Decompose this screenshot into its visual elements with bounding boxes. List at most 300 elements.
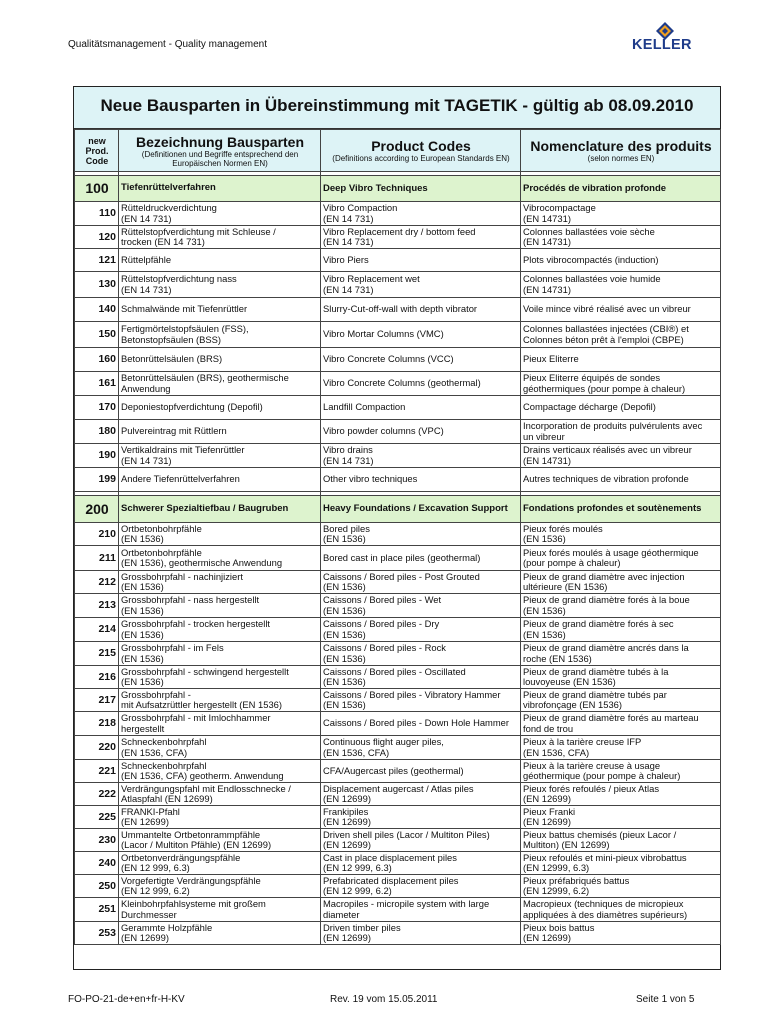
table-row [75, 546, 721, 571]
code-header-line-1: new [88, 135, 106, 146]
product-code: 199 [75, 468, 119, 492]
fr-description-line-2: (EN 1536) [523, 628, 566, 640]
code-header-line-2: Prod. [85, 145, 109, 156]
code-column-header [75, 130, 119, 172]
fr-description-line-1: Colonnes ballastées voie sèche [523, 225, 655, 237]
de-description [119, 760, 321, 783]
fr-column-subtitle: (selon normes EN) [587, 154, 655, 163]
en-description-line-1: Vibro Piers [323, 253, 369, 265]
fr-description [521, 922, 721, 945]
product-code: 180 [75, 420, 119, 444]
fr-description-line-1: Pieux de grand diamètre forés au marteau [523, 712, 699, 723]
product-code: 220 [75, 736, 119, 760]
fr-description-line-2: (EN 1536, CFA) [523, 746, 590, 758]
fr-description [521, 875, 721, 898]
product-code: 160 [75, 348, 119, 372]
en-description-line-1: Vibro Concrete Columns (geothermal) [323, 377, 481, 389]
en-description [321, 898, 521, 922]
table-row [75, 736, 721, 760]
de-description [119, 249, 321, 272]
en-description-line-2: (EN 14 731) [323, 236, 374, 247]
footer-page-number: Seite 1 von 5 [636, 994, 695, 1005]
group-row [75, 176, 721, 202]
table-row [75, 922, 721, 945]
en-description-line-2: diameter [323, 908, 360, 920]
fr-description-line-2: un vibreur [523, 430, 565, 442]
en-description [321, 806, 521, 829]
en-description-line-1: Bored piles [323, 522, 370, 534]
de-description-line-1: Betonrüttelsäulen (BRS), geothermische [121, 372, 289, 383]
de-description-line-2: trocken (EN 14 731) [121, 236, 205, 247]
product-code: 110 [75, 202, 119, 226]
en-description [321, 852, 521, 875]
de-description-line-2: Atlaspfahl (EN 12699) [121, 793, 213, 804]
fr-description [521, 249, 721, 272]
en-description [321, 420, 521, 444]
fr-description-line-2: appliquées à des diamètres supérieurs) [523, 908, 688, 920]
en-description-line-1: Vibro Compaction [323, 202, 398, 213]
en-column-subtitle: (Definitions according to European Standards EN) [332, 154, 510, 163]
fr-description-line-2: Multiton) (EN 12699) [523, 839, 610, 850]
fr-description-line-2: (EN 14731) [523, 236, 571, 247]
fr-description-line-1: Pieux de grand diamètre ancrés dans la [523, 642, 689, 653]
en-description [321, 571, 521, 594]
fr-description-line-2: (EN 1536) [523, 533, 566, 544]
en-description-line-1: Slurry-Cut-off-wall with depth vibrator [323, 303, 478, 315]
fr-description-line-1: Pieux à la tarière creuse IFP [523, 736, 642, 747]
group-fr: Procédés de vibration profonde [521, 176, 721, 202]
product-code: 251 [75, 898, 119, 922]
fr-description-line-1: Voile mince vibré réalisé avec un vibreur [523, 303, 691, 315]
de-description-line-2: (EN 1536, CFA) [121, 746, 188, 758]
product-code: 161 [75, 372, 119, 396]
de-description-line-2: (EN 14 731) [121, 212, 172, 224]
table-row [75, 298, 721, 322]
de-description-line-2: (EN 1536), geothermische Anwendung [121, 557, 283, 568]
de-description-line-1: Andere Tiefenrüttelverfahren [121, 473, 240, 485]
en-description-line-2: (EN 12 999, 6.2) [323, 885, 392, 896]
fr-description-line-1: Pieux Eliterre équipés de sondes [523, 372, 661, 383]
de-description-line-1: Grossbohrpfahl - mit Imlochhammer [121, 712, 271, 723]
en-description-line-1: Continuous flight auger piles, [323, 736, 444, 747]
fr-description [521, 571, 721, 594]
en-description-line-1: Caissons / Bored piles - Oscillated [323, 665, 466, 677]
de-description-line-1: FRANKI-Pfahl [121, 805, 180, 817]
de-description [119, 806, 321, 829]
fr-description-line-2: (pour pompe à chaleur) [523, 557, 621, 568]
de-description [119, 875, 321, 898]
fr-column-header [521, 130, 721, 172]
en-description-line-1: Driven timber piles [323, 921, 401, 933]
fr-description-line-2: roche (EN 1536) [523, 652, 592, 664]
fr-description-line-1: Pieux de grand diamètre avec injection [523, 570, 685, 582]
de-description-line-1: Gerammte Holzpfähle [121, 921, 213, 933]
fr-description-line-2: fond de trou [523, 722, 574, 734]
product-code: 215 [75, 642, 119, 666]
en-description [321, 372, 521, 396]
de-description-line-2: (Lacor / Multiton Pfähle) (EN 12699) [121, 839, 272, 850]
de-description [119, 829, 321, 852]
product-code: 212 [75, 571, 119, 594]
de-description-line-2: (EN 14 731) [121, 454, 172, 466]
de-description-line-1: Grossbohrpfahl - nachinjiziert [121, 570, 243, 582]
de-description-line-1: Schneckenbohrpfahl [121, 736, 207, 747]
de-description [119, 420, 321, 444]
de-description-line-1: Rütteldruckverdichtung [121, 202, 217, 213]
en-description [321, 642, 521, 666]
en-description-line-1: Bored cast in place piles (geothermal) [323, 551, 481, 563]
product-code: 216 [75, 666, 119, 689]
en-description-line-1: Vibro Concrete Columns (VCC) [323, 353, 454, 365]
en-description [321, 783, 521, 806]
de-description-line-2: (EN 1536) [121, 676, 164, 687]
en-description-line-1: Caissons / Bored piles - Wet [323, 594, 442, 605]
fr-description-line-1: Colonnes ballastées voie humide [523, 273, 661, 284]
de-description-line-2: (EN 12 999, 6.2) [121, 885, 190, 896]
fr-description-line-1: Incorporation de produits pulvérulents avec [523, 420, 703, 431]
fr-description-line-2: (EN 1536) [523, 604, 566, 616]
fr-description-line-2: (EN 14731) [523, 454, 571, 466]
product-code: 214 [75, 618, 119, 642]
fr-description-line-2: (EN 12699) [523, 793, 571, 804]
fr-description [521, 594, 721, 618]
en-description [321, 272, 521, 298]
fr-description-line-1: Plots vibrocompactés (induction) [523, 253, 659, 265]
fr-description [521, 852, 721, 875]
product-code: 253 [75, 922, 119, 945]
table-row [75, 689, 721, 712]
fr-description-line-1: Macropieux (techniques de micropieux [523, 898, 684, 909]
group-row [75, 496, 721, 523]
de-description-line-2: (EN 14 731) [121, 283, 172, 295]
de-description-line-1: Verdrängungspfahl mit Endlosschnecke / [121, 782, 291, 794]
product-code: 150 [75, 322, 119, 348]
en-description-line-1: Caissons / Bored piles - Dry [323, 618, 440, 629]
table-header-row [75, 130, 721, 172]
de-description-line-1: Vorgefertigte Verdrängungspfähle [121, 874, 261, 886]
table-row [75, 249, 721, 272]
fr-description [521, 420, 721, 444]
product-code: 240 [75, 852, 119, 875]
en-description-line-2: (EN 1536) [323, 628, 366, 640]
de-description [119, 852, 321, 875]
fr-description [521, 712, 721, 736]
de-description-line-1: Betonrüttelsäulen (BRS) [121, 353, 223, 365]
en-description [321, 468, 521, 492]
en-description-line-2: (EN 14 731) [323, 283, 374, 295]
de-description [119, 444, 321, 468]
de-description-line-2: (EN 12699) [121, 816, 169, 827]
en-description [321, 712, 521, 736]
de-description-line-2: Anwendung [121, 382, 171, 394]
en-description-line-2: (EN 1536) [323, 699, 366, 710]
de-description [119, 689, 321, 712]
header-text: Qualitätsmanagement - Quality management [68, 39, 267, 50]
fr-description-line-2: louvoyeuse (EN 1536) [523, 676, 616, 687]
table-row [75, 272, 721, 298]
fr-description [521, 226, 721, 249]
de-description-line-2: Betonstopfsäulen (BSS) [121, 333, 222, 345]
table-row [75, 712, 721, 736]
de-description [119, 642, 321, 666]
de-description-line-1: Grossbohrpfahl - nass hergestellt [121, 594, 260, 605]
group-en: Heavy Foundations / Excavation Support [321, 496, 521, 523]
en-description [321, 689, 521, 712]
en-description-line-1: CFA/Augercast piles (geothermal) [323, 764, 464, 776]
en-description-line-1: Caissons / Bored piles - Rock [323, 642, 446, 653]
de-description-line-2: Durchmesser [121, 908, 177, 920]
en-description-line-1: Caissons / Bored piles - Post Grouted [323, 570, 480, 582]
product-code: 140 [75, 298, 119, 322]
fr-description-line-1: Pieux Eliterre [523, 353, 579, 365]
en-description [321, 829, 521, 852]
fr-description-line-1: Pieux bois battus [523, 921, 595, 933]
group-de: Schwerer Spezialtiefbau / Baugruben [119, 496, 321, 523]
de-description [119, 272, 321, 298]
de-description [119, 396, 321, 420]
table-row [75, 468, 721, 492]
group-code: 200 [75, 496, 119, 523]
fr-description [521, 806, 721, 829]
de-description-line-2: (EN 1536) [121, 581, 164, 592]
fr-description-line-1: Pieux battus chemisés (pieux Lacor / [523, 828, 677, 840]
fr-description [521, 468, 721, 492]
en-description-line-2: (EN 1536) [323, 604, 366, 616]
de-description [119, 372, 321, 396]
de-description [119, 712, 321, 736]
en-description-line-1: Cast in place displacement piles [323, 851, 457, 863]
product-code: 170 [75, 396, 119, 420]
fr-description-line-2: vibrofonçage (EN 1536) [523, 699, 623, 710]
en-description-line-1: Vibro powder columns (VPC) [323, 425, 444, 437]
fr-description-line-2: (EN 14731) [523, 212, 571, 224]
en-description-line-1: Vibro Replacement wet [323, 273, 420, 284]
fr-description-line-1: Pieux Franki [523, 805, 576, 817]
de-description-line-1: Pulvereintrag mit Rüttlern [121, 425, 227, 437]
keller-logo [628, 22, 702, 62]
en-description-line-2: (EN 1536) [323, 652, 366, 664]
en-column-header [321, 130, 521, 172]
fr-description [521, 202, 721, 226]
de-description-line-1: Schmalwände mit Tiefenrüttler [121, 303, 248, 315]
footer-doc-id: FO-PO-21-de+en+fr-H-KV [68, 994, 185, 1005]
fr-description [521, 898, 721, 922]
en-description [321, 546, 521, 571]
en-description [321, 618, 521, 642]
en-description-line-2: (EN 12 999, 6.3) [323, 862, 392, 873]
table-row [75, 348, 721, 372]
de-description-line-2: (EN 1536) [121, 533, 164, 544]
fr-description-line-2: (EN 12999, 6.3) [523, 862, 590, 873]
document-sheet [73, 86, 721, 970]
product-code: 210 [75, 523, 119, 546]
en-description-line-2: (EN 12699) [323, 932, 371, 943]
en-description-line-2: (EN 1536) [323, 581, 366, 592]
fr-description [521, 372, 721, 396]
en-description-line-1: Vibro Replacement dry / bottom feed [323, 225, 476, 237]
table-row [75, 760, 721, 783]
product-code: 130 [75, 272, 119, 298]
de-description [119, 322, 321, 348]
table-row [75, 783, 721, 806]
en-description-line-2: (EN 1536) [323, 676, 366, 687]
fr-description-line-1: Pieux de grand diamètre forés à la boue [523, 594, 690, 605]
table-row [75, 571, 721, 594]
de-description [119, 594, 321, 618]
table-row [75, 523, 721, 546]
de-description-line-1: Fertigmörtelstopfsäulen (FSS), [121, 323, 249, 334]
fr-description-line-1: Vibrocompactage [523, 202, 596, 213]
de-description-line-1: Ortbetonverdrängungspfähle [121, 851, 241, 863]
table-row [75, 396, 721, 420]
fr-description [521, 666, 721, 689]
fr-description-line-1: Pieux de grand diamètre forés à sec [523, 618, 674, 629]
fr-description [521, 322, 721, 348]
table-row [75, 642, 721, 666]
de-description-line-2: (EN 12 999, 6.3) [121, 862, 190, 873]
fr-description-line-1: Pieux de grand diamètre tubés à la [523, 665, 669, 677]
product-code: 250 [75, 875, 119, 898]
en-description-line-1: Caissons / Bored piles - Vibratory Hammer [323, 688, 501, 700]
table-row [75, 618, 721, 642]
table-row [75, 898, 721, 922]
en-description-line-1: Caissons / Bored piles - Down Hole Hammer [323, 717, 510, 729]
en-description [321, 594, 521, 618]
fr-description-line-1: Pieux refoulés et mini-pieux vibrobattus [523, 851, 687, 863]
de-description-line-1: Ummantelte Ortbetonrammpfähle [121, 828, 261, 840]
product-code: 120 [75, 226, 119, 249]
de-description-line-2: mit Aufsatzrüttler hergestellt (EN 1536) [121, 699, 283, 710]
table-row [75, 806, 721, 829]
logo-text: KELLER [632, 37, 692, 53]
en-description-line-1: Displacement augercast / Atlas piles [323, 782, 474, 794]
fr-description [521, 298, 721, 322]
group-fr: Fondations profondes et soutènements [521, 496, 721, 523]
en-description [321, 666, 521, 689]
table-row [75, 420, 721, 444]
product-code: 222 [75, 783, 119, 806]
de-description-line-1: Kleinbohrpfahlsysteme mit großem [121, 898, 266, 909]
en-description-line-2: (EN 12699) [323, 793, 371, 804]
de-description [119, 348, 321, 372]
fr-description [521, 736, 721, 760]
en-description-line-1: Macropiles - micropile system with large [323, 898, 490, 909]
de-description-line-1: Rüttelstopfverdichtung mit Schleuse / [121, 225, 276, 237]
fr-description-line-1: Colonnes ballastées injectées (CBI®) et [523, 323, 689, 334]
en-description [321, 736, 521, 760]
fr-description-line-1: Pieux forés moulés [523, 522, 603, 534]
de-description [119, 618, 321, 642]
fr-description-line-1: Compactage décharge (Depofil) [523, 401, 656, 413]
de-description [119, 298, 321, 322]
product-code-table [74, 129, 721, 945]
table-row [75, 226, 721, 249]
fr-description-line-2: ultérieure (EN 1536) [523, 581, 608, 592]
de-description [119, 783, 321, 806]
fr-description [521, 546, 721, 571]
fr-description-line-2: géothermique (pour pompe à chaleur) [523, 770, 681, 781]
en-description-line-1: Driven shell piles (Lacor / Multiton Piles) [323, 828, 490, 840]
code-header-line-3: Code [85, 155, 109, 166]
en-description-line-2: (EN 1536, CFA) [323, 746, 390, 758]
product-code: 221 [75, 760, 119, 783]
en-description-line-2: (EN 12699) [323, 816, 371, 827]
de-description-line-1: Deponiestopfverdichtung (Depofil) [121, 401, 263, 413]
table-row [75, 444, 721, 468]
fr-description-line-1: Drains verticaux réalisés avec un vibreur [523, 444, 692, 455]
en-description [321, 760, 521, 783]
footer-revision: Rev. 19 vom 15.05.2011 [330, 994, 438, 1005]
en-description [321, 226, 521, 249]
en-description [321, 202, 521, 226]
fr-description [521, 642, 721, 666]
de-description-line-2: (EN 1536) [121, 652, 164, 664]
fr-description-line-1: Autres techniques de vibration profonde [523, 473, 689, 485]
en-description-line-1: Frankipiles [323, 805, 369, 817]
fr-description-line-1: Pieux de grand diamètre tubés par [523, 688, 667, 700]
fr-description-line-2: (EN 12699) [523, 932, 571, 943]
de-description [119, 666, 321, 689]
fr-description [521, 689, 721, 712]
fr-description-line-1: Pieux forés refoulés / pieux Atlas [523, 782, 660, 794]
en-description-line-2: (EN 14 731) [323, 454, 374, 466]
de-description-line-2: (EN 1536) [121, 628, 164, 640]
de-description [119, 523, 321, 546]
de-description-line-1: Grossbohrpfahl - im Fels [121, 642, 224, 653]
de-description [119, 571, 321, 594]
fr-description [521, 760, 721, 783]
fr-column-title: Nomenclature des produits [530, 138, 712, 154]
fr-description-line-2: géothermiques (pour pompe à chaleur) [523, 382, 686, 394]
fr-description [521, 783, 721, 806]
product-code: 218 [75, 712, 119, 736]
en-description [321, 348, 521, 372]
en-description [321, 298, 521, 322]
product-code: 217 [75, 689, 119, 712]
group-de: Tiefenrüttelverfahren [119, 176, 321, 202]
table-row [75, 852, 721, 875]
table-row [75, 829, 721, 852]
en-description-line-1: Landfill Compaction [323, 401, 406, 413]
product-code: 225 [75, 806, 119, 829]
de-description [119, 468, 321, 492]
product-code: 121 [75, 249, 119, 272]
de-description-line-2: hergestellt [121, 722, 165, 734]
en-description-line-2: (EN 12699) [323, 839, 371, 850]
product-code: 190 [75, 444, 119, 468]
fr-description-line-1: Pieux forés moulés à usage géothermique [523, 546, 699, 558]
de-description-line-1: Rüttelstopfverdichtung nass [121, 273, 237, 284]
en-description [321, 523, 521, 546]
de-column-subtitle: (Definitionen und Begriffe entsprechend den Europäischen Normen EN) [141, 149, 299, 168]
de-description-line-1: Ortbetonbohrpfähle [121, 522, 202, 534]
fr-description [521, 272, 721, 298]
de-description-line-1: Schneckenbohrpfahl [121, 759, 207, 771]
en-description-line-1: Vibro Mortar Columns (VMC) [323, 328, 444, 340]
table-row [75, 666, 721, 689]
de-description-line-1: Grossbohrpfahl - trocken hergestellt [121, 618, 271, 629]
fr-description [521, 348, 721, 372]
fr-description [521, 618, 721, 642]
en-description [321, 922, 521, 945]
en-description [321, 249, 521, 272]
fr-description-line-2: (EN 12999, 6.2) [523, 885, 590, 896]
fr-description-line-1: Pieux à la tarière creuse à usage [523, 759, 661, 771]
table-row [75, 322, 721, 348]
table-row [75, 594, 721, 618]
table-row [75, 372, 721, 396]
group-en: Deep Vibro Techniques [321, 176, 521, 202]
